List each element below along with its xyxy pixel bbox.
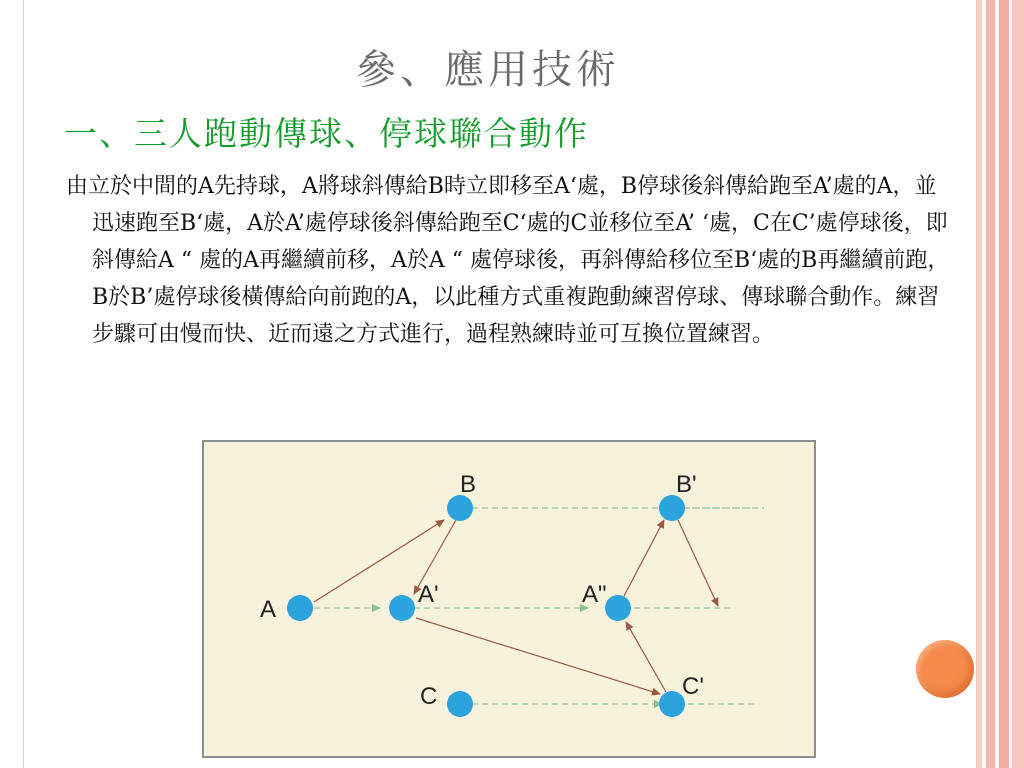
passing-drill-diagram	[202, 440, 816, 758]
label-a1: A'	[418, 581, 439, 608]
label-a: A	[260, 596, 277, 623]
label-b: B	[460, 471, 477, 498]
player-node-b1	[659, 495, 685, 521]
player-node-a2	[605, 595, 631, 621]
slide-title: 參、應用技術	[356, 47, 620, 93]
pass-a2-to-b1	[624, 520, 664, 596]
body-paragraph: 由立於中間的A先持球，A將球斜傳給B時立即移至A‘處，B停球後斜傳給跑至A’處的A，並迅速跑至B‘處，A於A’處停球後斜傳給跑至C‘處的C並移位至A’ ‘處，C在C’處停球後，即斜傳給A “ 處的A再繼續前移，A於A “ 處停球後，再斜傳給移位至B‘處的B再繼續前跑，B於B’處停球後橫傳給向前跑的A，以此種方式重複跑動練習停球、傳球聯合動作。練習步驟可由慢而快、近而遠之方式進行，過程熟練時並可互換位置練習。	[66, 174, 950, 347]
label-a2: A"	[582, 581, 607, 608]
pass-c1-to-a2	[626, 622, 666, 692]
diagram-svg	[204, 442, 814, 756]
frame-line-right	[976, 0, 977, 768]
slide-subtitle: 一、三人跑動傳球、停球聯合動作	[64, 114, 589, 153]
label-c: C	[420, 683, 438, 710]
player-node-a	[287, 595, 313, 621]
player-node-b	[447, 495, 473, 521]
decorative-orange-dot	[916, 640, 974, 698]
decorative-stripes	[976, 0, 1024, 768]
frame-line-left	[23, 0, 24, 768]
label-b1: B'	[676, 471, 697, 498]
pass-a1-to-c1	[416, 618, 660, 694]
player-node-c	[447, 691, 473, 717]
pass-b1-forward	[678, 520, 718, 606]
player-node-a1	[389, 595, 415, 621]
label-c1: C'	[682, 673, 704, 700]
